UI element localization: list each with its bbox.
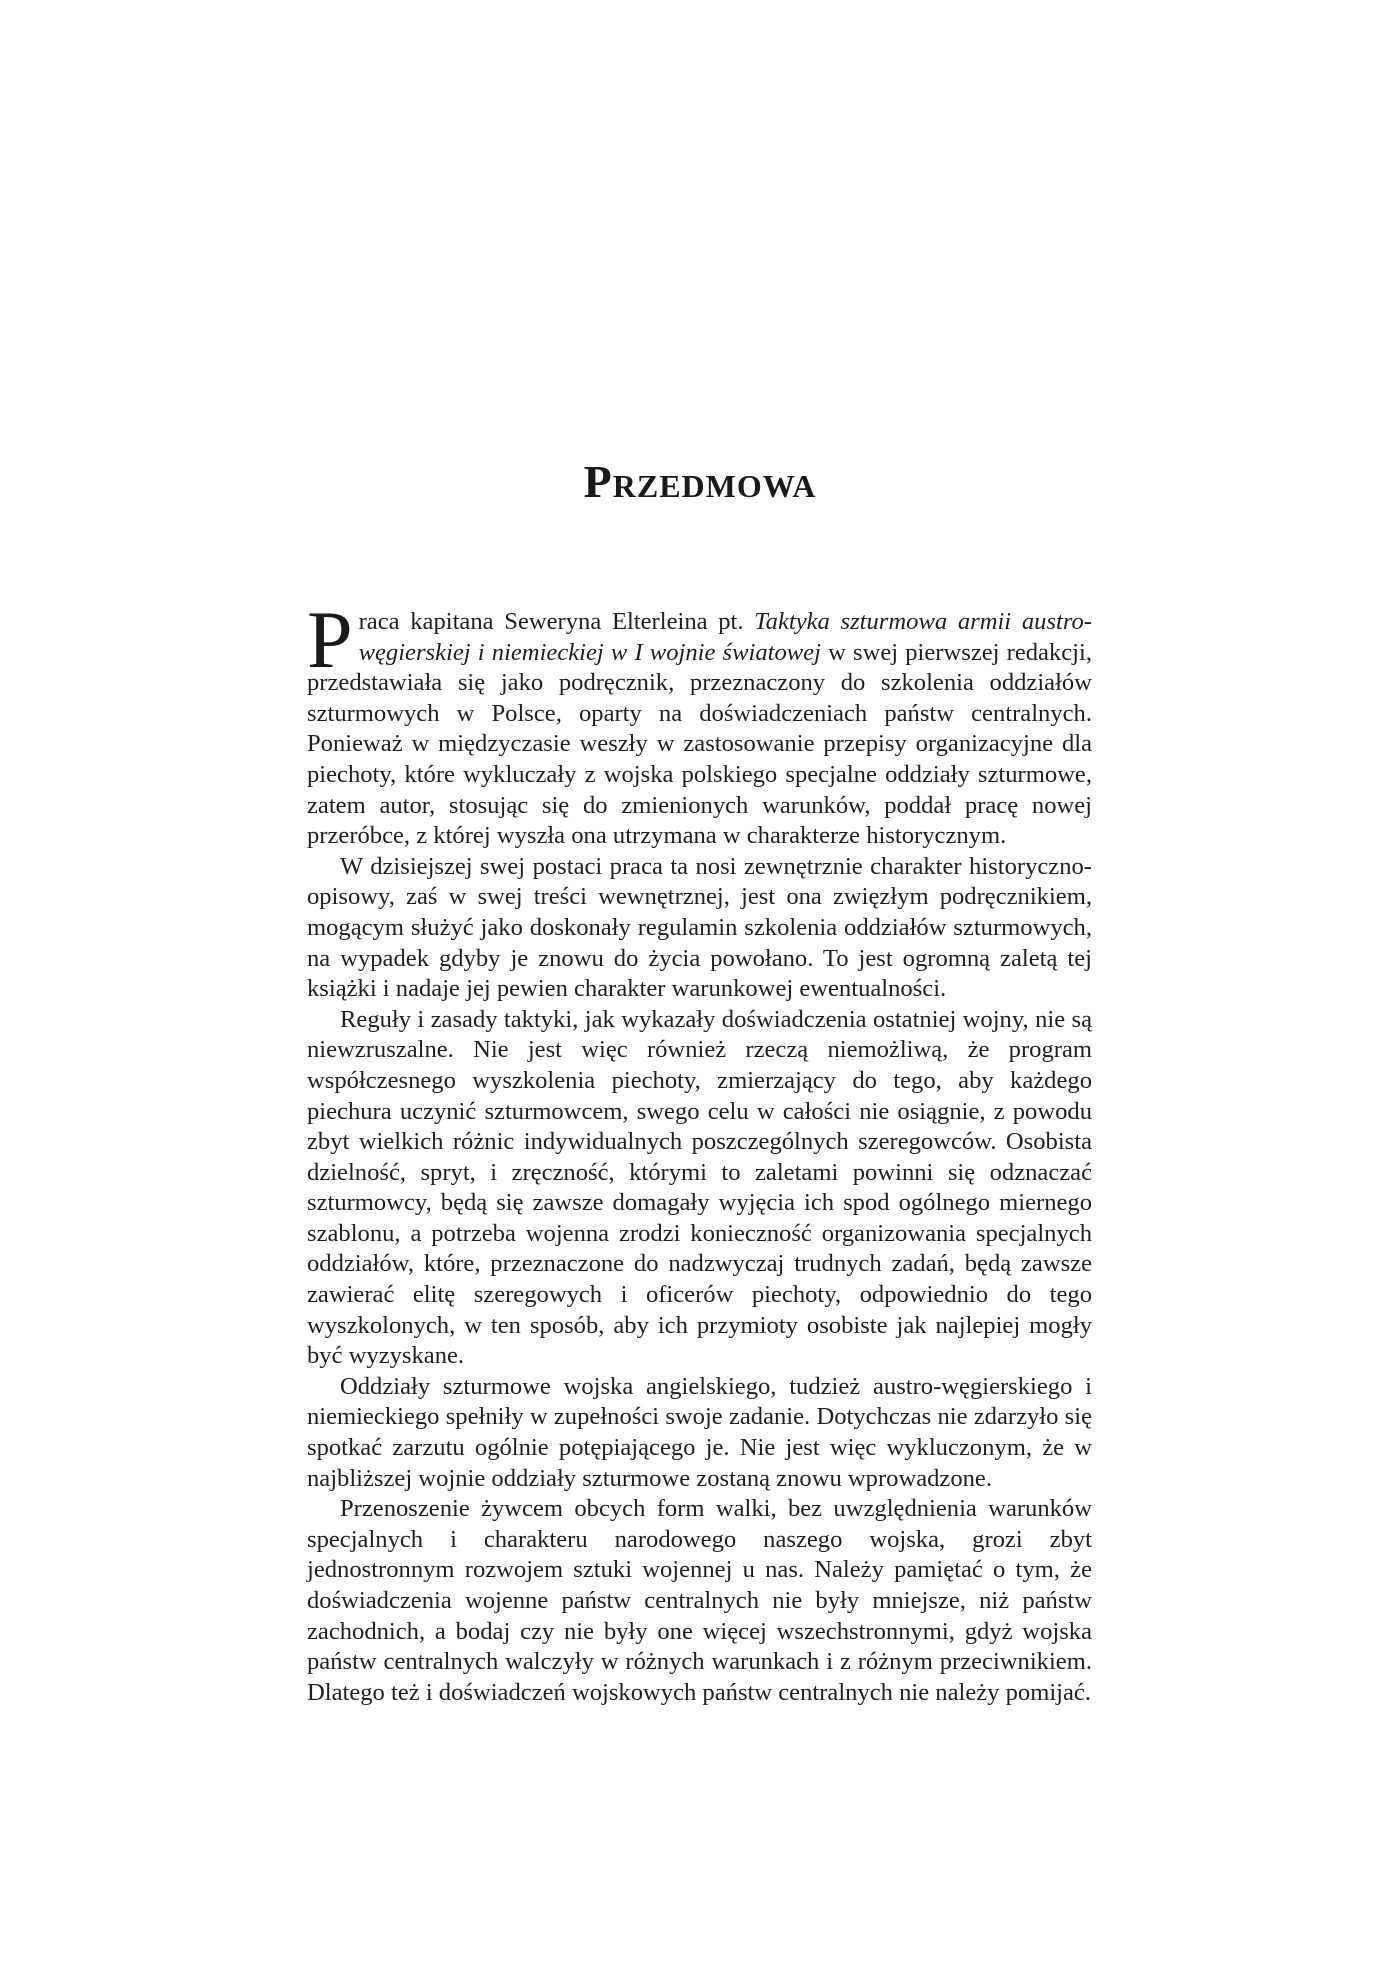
chapter-title: Przedmowa: [583, 456, 817, 507]
book-title-italic: Taktyka szturmowa armii austro-węgierskiej i niemieckiej w I wojnie światowej: [358, 608, 1092, 666]
paragraph-1-lead: raca kapitana Seweryna Elterleina pt.: [358, 608, 755, 635]
body-text: [307, 594, 1092, 1708]
drop-cap: P: [307, 594, 353, 685]
paragraph-2: W dzisiejszej swej postaci praca ta nosi zewnętrznie charakter historyczno-opisowy, zaś w swej treści wewnętrznej, jest ona zwięzłym podręcznikiem, mogącym służyć jako doskonały regulamin szkolenia oddziałów szturmowych, na wypadek gdyby je znowu do życia powołano. To jest ogromną zaletą tej książki i nadaje jej pewien charakter warunkowej ewentualności.: [307, 852, 1092, 1003]
paragraph-1: [307, 594, 1092, 852]
paragraph-3: Reguły i zasady taktyki, jak wykazały doświadczenia ostatniej wojny, nie są niewzruszalne. Nie jest więc również rzeczą niemożliwą, że program współczesnego wyszkolenia piechoty, zmierzający do tego, aby każdego piechura uczynić szturmowcem, swego celu w całości nie osiągnie, z powodu zbyt wielkich różnic indywidualnych poszczególnych szeregowców. Osobista dzielność, spryt, i zręczność, którymi to zaletami powinni się odznaczać szturmowcy, będą się zawsze domagały wyjęcia ich spod ogólnego miernego szablonu, a potrzeba wojenna zrodzi konieczność organizowania specjalnych oddziałów, które, przeznaczone do nadzwyczaj trudnych zadań, będą zawsze zawierać elitę szeregowych i oficerów piechoty, odpowiednio do tego wyszkolonych, w ten sposób, aby ich przymioty osobiste jak najlepiej mogły być wyzyskane.: [307, 1005, 1092, 1370]
paragraph-1-rest: w swej pierwszej redakcji, przedstawiała się jako podręcznik, przeznaczony do szkolenia oddziałów szturmowych w Polsce, oparty na doświadczeniach państw centralnych. Ponieważ w międzyczasie weszły w zastosowanie przepisy organizacyjne dla piechoty, które wykluczały z wojska polskiego specjalne oddziały szturmowe, zatem autor, stosując się do zmienionych warunków, poddał pracę nowej przeróbce, z której wyszła ona utrzymana w charakterze historycznym.: [307, 638, 1092, 850]
paragraph-5: Przenoszenie żywcem obcych form walki, bez uwzględnienia warunków specjalnych i charakteru narodowego naszego wojska, grozi zbyt jednostronnym rozwojem sztuki wojennej u nas. Należy pamiętać o tym, że doświadczenia wojenne państw centralnych nie były mniejsze, niż państw zachodnich, a bodaj czy nie były one więcej wszechstronnymi, gdyż wojska państw centralnych walczyły w różnych warunkach i z różnym przeciwnikiem. Dlatego też i doświadczeń wojskowych państw centralnych nie należy pomijać.: [307, 1495, 1092, 1706]
paragraph-4: Oddziały szturmowe wojska angielskiego, tudzież austro-węgierskiego i niemieckiego spełniły w zupełności swoje zadanie. Dotychczas nie zdarzyło się spotkać zarzutu ogólnie potępiającego je. Nie jest więc wykluczonym, że w najbliższej wojnie oddziały szturmowe zostaną znowu wprowadzone.: [307, 1372, 1092, 1492]
